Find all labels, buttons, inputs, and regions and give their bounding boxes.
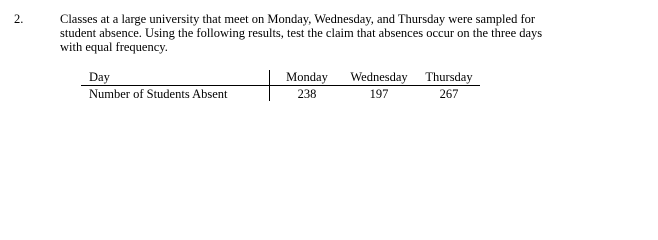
header-monday: Monday bbox=[270, 70, 341, 86]
row-label-students-absent: Number of Students Absent bbox=[81, 86, 270, 102]
table-header-row bbox=[81, 70, 480, 86]
frequency-table bbox=[81, 70, 480, 101]
problem-text-line: student absence. Using the following results, test the claim that absences occur on the three days bbox=[60, 26, 543, 40]
problem-text-line: with equal frequency. bbox=[60, 40, 168, 54]
header-wednesday: Wednesday bbox=[340, 70, 418, 86]
problem-text-line: Classes at a large university that meet on Monday, Wednesday, and Thursday were sampled for bbox=[60, 12, 536, 26]
value-wednesday: 197 bbox=[369, 87, 389, 101]
header-label-day: Day bbox=[81, 70, 270, 86]
value-monday: 238 bbox=[297, 87, 317, 101]
problem-number: 2. bbox=[14, 12, 24, 26]
value-thursday: 267 bbox=[439, 87, 459, 101]
problem-statement bbox=[60, 12, 650, 54]
header-thursday: Thursday bbox=[418, 70, 480, 86]
table-data-row bbox=[81, 86, 480, 102]
